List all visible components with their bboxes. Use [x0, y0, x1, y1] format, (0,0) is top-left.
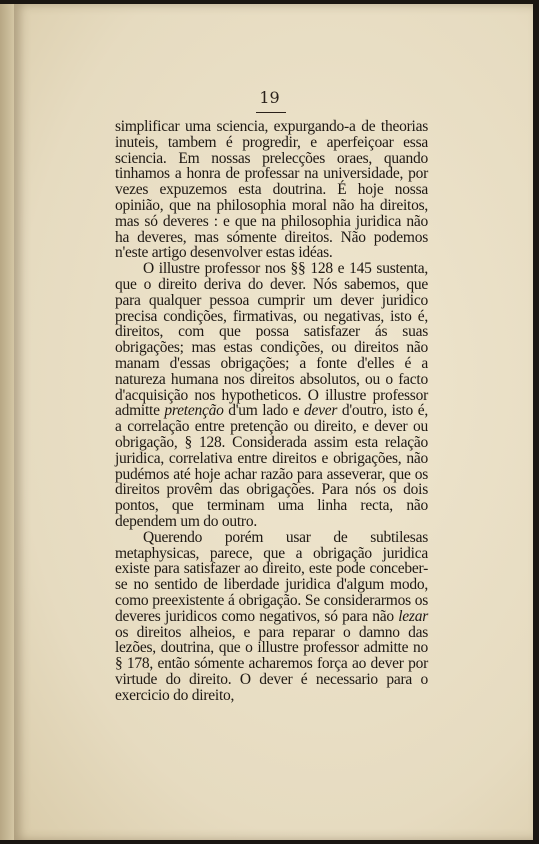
paragraph-3-text-a: Querendo porém usar de subtilesas metaphysicas, parece, que a obrigação juridica existe para satisfazer ao direito, este pode conceber-se no sentido de liberdade juridica d'algum modo, como preexistente á obrigação. Se considerarmos os deveres juridicos como negativos, só para não: [115, 528, 428, 625]
paragraph-2-text-b: d'um lado e: [223, 402, 304, 420]
paragraph-2-text-a: O illustre professor nos §§ 128 e 145 sustenta, que o direito deriva do dever. Nós sabemos, que para qualquer pessoa cumprir um dever juridico precisa condições, firmativas, ou negativas, isto é, direitos, com que possa satisfazer ás suas obrigações; mas estas condições, ou direitos não manam d'essas obrigações; a fonte d'elles é a natureza humana nos direitos absolutos, ou o facto d'acquisição nos hypotheticos. O illustre professor admitte: [115, 260, 428, 420]
paragraph-1: [115, 119, 428, 261]
italic-term-dever: dever: [303, 402, 338, 420]
italic-term-pretencao: pretenção: [164, 402, 224, 420]
body-text: [115, 119, 428, 703]
header-rule: [256, 112, 286, 113]
page-number: 19: [259, 88, 280, 107]
paragraph-2-text-c: d'outro, isto é, a correlação entre pretenção ou direito, e dever ou obrigação, § 128. Considerada assim esta relação juridica, correlativa entre direitos e obrigações, não pudémos até hoje achar razão para asseverar, que os direitos provêm das obrigações. Para nós os dois pontos, que terminam uma linha recta, não dependem um do outro.: [115, 402, 428, 530]
paragraph-3: [115, 530, 428, 704]
paragraph-1-text: simplificar uma sciencia, expurgando-a de theorias inuteis, tambem é progredir, e aperfeiçoar essa sciencia. Em nossas prelecções oraes, quando tinhamos a honra de professar na universidade, por vezes expuzemos esta doutrina. É hoje nossa opinião, que na philosophia moral não ha direitos, mas só deveres : e que na philosophia juridica não ha deveres, mas sómente direitos. Não podemos n'este artigo desenvolver estas idéas.: [115, 118, 428, 262]
italic-term-lezar: lezar: [398, 607, 428, 625]
paragraph-3-text-b: os direitos alheios, e para reparar o damno das lezões, doutrina, que o illustre professor admitte no § 178, então sómente acharemos força ao dever por virtude do direito. O dever é necessario para o exercicio do direito,: [115, 623, 428, 704]
paragraph-2: [115, 261, 428, 530]
